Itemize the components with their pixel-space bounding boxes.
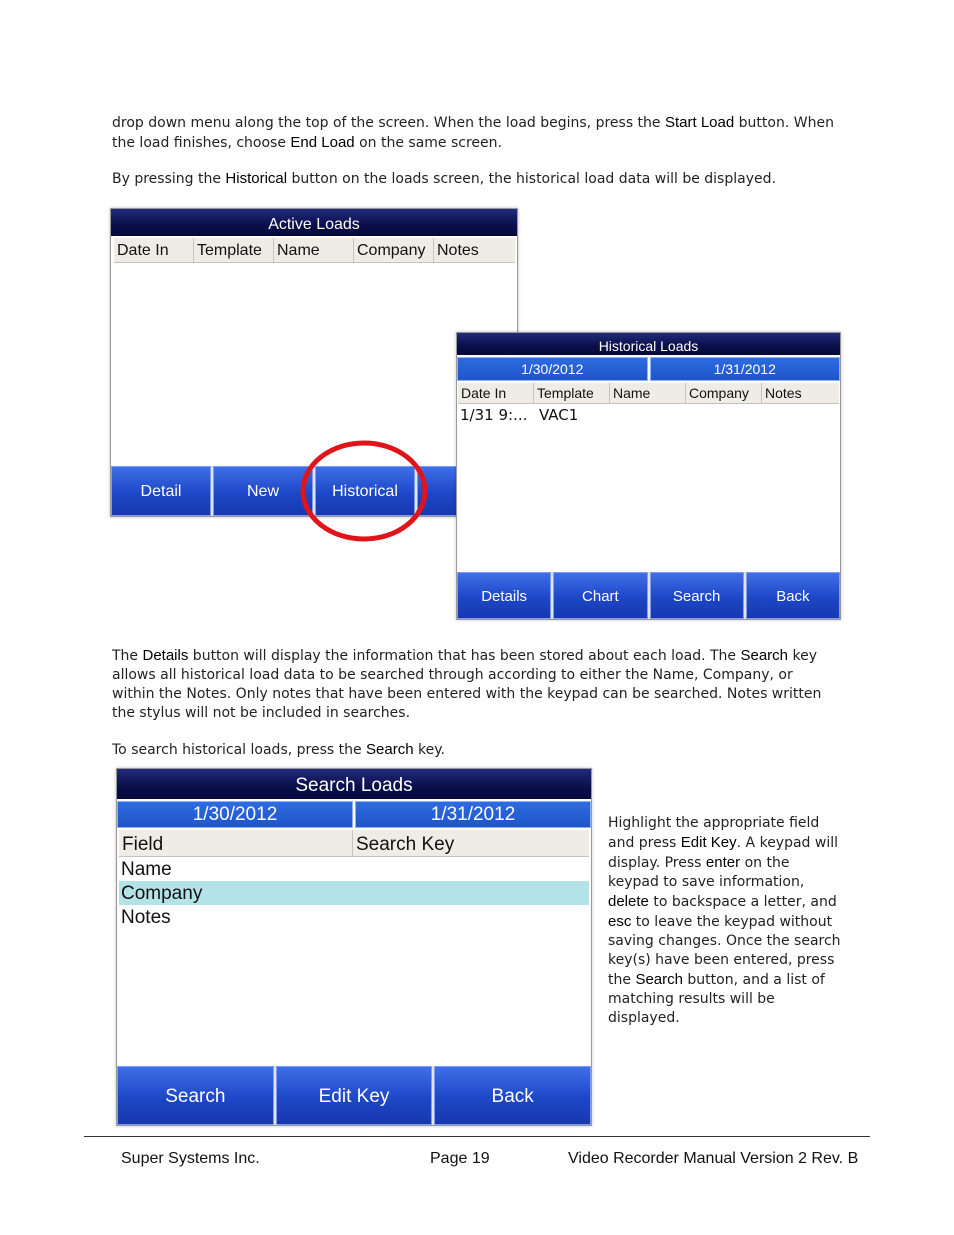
search-term: Search [740,647,789,664]
historical-loads-columns [458,383,839,404]
historical-button[interactable]: Historical [315,466,415,516]
details-term: Details [142,647,189,664]
list-item-name[interactable]: Name [121,859,172,880]
historical-paragraph: By pressing the Historical button on the loads screen, the historical load data will be displayed. [112,170,776,187]
search-button-bar [117,1066,591,1125]
details-paragraph: The Details button will display the information that has been stored about each load. The Search key allows all historical load data to be searched through according to either the Name, Company, or within the Notes. Only notes that have been entered with the keypad can be searched. Notes written the stylus will not be included in searches. [112,647,822,721]
active-loads-columns [114,238,515,263]
intro-paragraph: drop down menu along the top of the screen. When the load begins, press the Start Load button. When the load finishes, choose End Load on the same screen. [112,114,834,151]
column-header[interactable]: Template [534,383,610,403]
list-item-company[interactable]: Company [119,881,589,905]
column-header[interactable]: Name [610,383,686,403]
active-loads-title: Active Loads [111,209,517,236]
edit-key-term: Edit Key [680,834,737,851]
back-button[interactable]: Back [746,572,840,619]
esc-term: esc [608,913,632,930]
search-field-list [119,857,589,929]
search-date-range [117,801,591,828]
annotation-circle [298,438,434,544]
search-button[interactable]: Search [117,1066,274,1125]
column-header[interactable]: Company [354,238,434,262]
list-item-notes[interactable]: Notes [121,907,171,928]
column-header[interactable]: Template [194,238,274,262]
enter-term: enter [705,854,741,871]
date-to-button[interactable]: 1/31/2012 [355,801,591,828]
column-header[interactable]: Name [274,238,354,262]
footer-page-number: Page 19 [430,1150,490,1167]
keypad-instructions: Highlight the appropriate field and press Edit Key. A keypad will display. Press enter on the keypad to save information, delete to backspace a letter, and esc to leave the keypad without saving changes. Once the search key(s) have been entered, press the Search button, and a list of matching results will be displayed. [608,815,841,1026]
search-loads-screen [116,768,592,1126]
search-term: Search [635,971,683,988]
search-key-column-header[interactable]: Search Key [356,834,455,855]
search-instructions: To search historical loads, press the Search key. [112,741,445,758]
back-button[interactable]: Back [434,1066,591,1125]
historical-date-range [457,357,840,381]
historical-button-bar [457,572,840,619]
date-in-cell: 1/31 9:... [460,406,528,424]
edit-key-button[interactable]: Edit Key [276,1066,433,1125]
chart-button[interactable]: Chart [553,572,647,619]
column-header[interactable]: Notes [437,242,479,259]
search-loads-columns [119,830,589,857]
template-cell: VAC1 [539,406,579,424]
new-button[interactable]: New [213,466,313,516]
search-key-term: Search [366,741,414,758]
start-load-term: Start Load [665,114,735,131]
table-row[interactable] [460,404,840,426]
field-column-header[interactable]: Field [119,830,353,856]
end-load-term: End Load [290,134,355,151]
column-header[interactable]: Notes [765,385,802,401]
historical-term: Historical [225,170,288,187]
delete-term: delete [608,893,649,910]
footer-divider [84,1136,870,1137]
details-button[interactable]: Details [457,572,551,619]
historical-loads-screen [456,332,841,620]
date-from-button[interactable]: 1/30/2012 [457,357,648,381]
search-loads-title: Search Loads [117,769,591,799]
footer-document-title: Video Recorder Manual Version 2 Rev. B [568,1150,859,1167]
column-header[interactable]: Company [686,383,762,403]
date-to-button[interactable]: 1/31/2012 [650,357,841,381]
historical-loads-title: Historical Loads [457,333,840,355]
search-button[interactable]: Search [650,572,744,619]
column-header[interactable]: Date In [114,238,194,262]
detail-button[interactable]: Detail [111,466,211,516]
column-header[interactable]: Date In [458,383,534,403]
date-from-button[interactable]: 1/30/2012 [117,801,353,828]
footer-company: Super Systems Inc. [121,1150,260,1167]
